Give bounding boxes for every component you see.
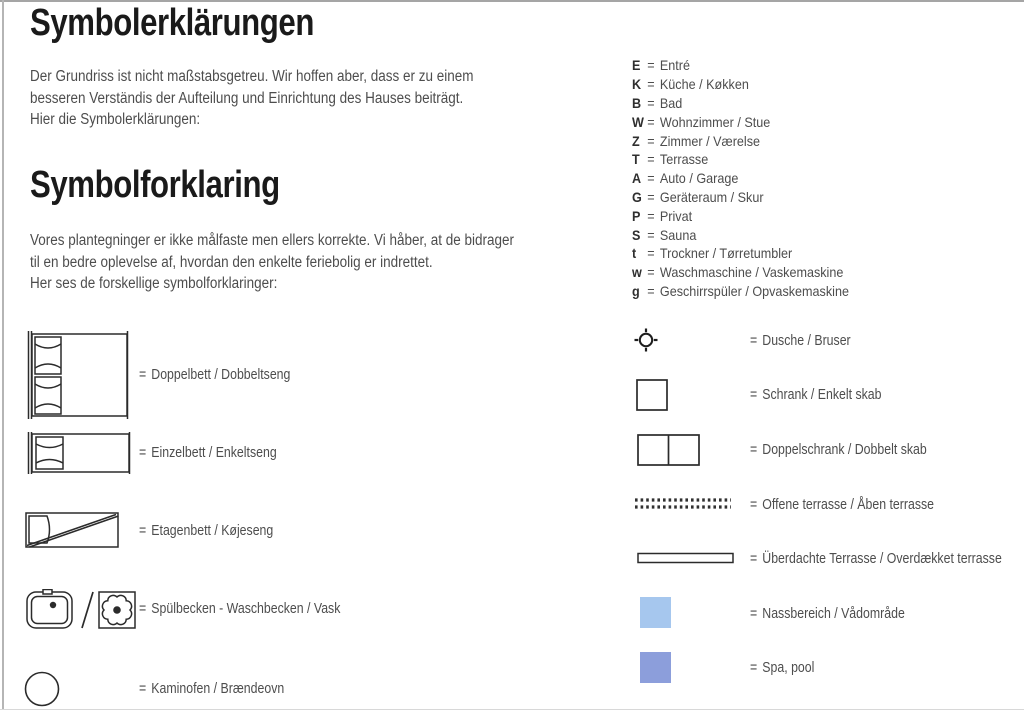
abbreviation-row bbox=[632, 169, 849, 188]
equals-sign: = bbox=[139, 601, 147, 617]
sink-washbasin-glyph bbox=[26, 589, 138, 631]
equals-sign: = bbox=[750, 660, 758, 676]
equals-sign: = bbox=[647, 170, 655, 187]
abbreviation-key: B bbox=[632, 94, 642, 111]
equals-sign: = bbox=[750, 387, 758, 403]
symbol-label bbox=[139, 680, 284, 698]
abbreviation-label: Küche / Køkken bbox=[659, 76, 749, 93]
equals-sign: = bbox=[647, 113, 655, 130]
symbol-label-text: Offene terrasse / Åben terrasse bbox=[762, 497, 935, 513]
abbreviation-label: Bad bbox=[659, 94, 683, 111]
equals-sign: = bbox=[750, 497, 758, 513]
equals-sign: = bbox=[139, 681, 147, 697]
abbreviation-key: K bbox=[632, 76, 642, 93]
equals-sign: = bbox=[139, 367, 147, 383]
abbreviation-key: w bbox=[632, 264, 642, 281]
equals-sign: = bbox=[647, 132, 655, 149]
equals-sign: = bbox=[750, 606, 758, 622]
abbreviation-label: Geschirrspüler / Opvaskemaskine bbox=[659, 282, 849, 299]
abbreviation-row bbox=[632, 206, 849, 225]
covered-terrace-icon bbox=[637, 552, 735, 565]
abbreviation-row bbox=[632, 188, 849, 207]
symbol-label bbox=[750, 332, 851, 350]
paragraph-line: til en bedre oplevelse af, hvordan den enkelte feriebolig er indrettet. bbox=[30, 253, 433, 271]
abbreviation-label: Waschmaschine / Vaskemaskine bbox=[659, 264, 844, 281]
danish-title: Symbolforklaring bbox=[30, 164, 280, 206]
abbreviation-list bbox=[632, 56, 849, 300]
abbreviation-row bbox=[632, 75, 849, 94]
abbreviation-label: Zimmer / Værelse bbox=[659, 132, 761, 149]
paragraph-line: Her ses de forskellige symbolforklaringer: bbox=[30, 275, 278, 292]
symbol-label bbox=[139, 522, 273, 540]
symbol-label-text: Spülbecken - Waschbecken / Vask bbox=[151, 601, 341, 617]
abbreviation-key: S bbox=[632, 226, 641, 243]
abbreviation-label: Entré bbox=[659, 57, 691, 74]
symbol-label bbox=[750, 441, 927, 459]
abbreviation-key: E bbox=[632, 57, 641, 74]
spa-pool-swatch bbox=[640, 652, 671, 683]
double-bed-icon bbox=[26, 331, 130, 419]
paragraph-line: Hier die Symbolerklärungen: bbox=[30, 111, 201, 128]
german-title: Symbolerklärungen bbox=[30, 2, 314, 44]
equals-sign: = bbox=[647, 245, 655, 262]
symbol-label bbox=[139, 600, 340, 618]
abbreviation-row bbox=[632, 112, 849, 131]
equals-sign: = bbox=[647, 264, 655, 281]
abbreviation-label: Wohnzimmer / Stue bbox=[659, 113, 771, 130]
symbol-label-text: Schrank / Enkelt skab bbox=[762, 387, 882, 403]
abbreviation-key: W bbox=[632, 113, 644, 130]
wood-stove-glyph bbox=[24, 671, 60, 707]
symbol-label bbox=[750, 659, 814, 677]
equals-sign: = bbox=[750, 333, 758, 349]
single-bed-icon bbox=[26, 432, 132, 474]
equals-sign: = bbox=[647, 188, 655, 205]
equals-sign: = bbox=[647, 226, 655, 243]
page-edge-bottom bbox=[0, 709, 1024, 710]
abbreviation-key: Z bbox=[632, 132, 640, 149]
abbreviation-row bbox=[632, 94, 849, 113]
double-cabinet-icon bbox=[637, 434, 700, 466]
symbol-label-text: Etagenbett / Køjeseng bbox=[151, 523, 274, 539]
equals-sign: = bbox=[750, 551, 758, 567]
symbol-label bbox=[750, 496, 934, 514]
wood-stove-icon bbox=[24, 671, 60, 707]
symbol-label bbox=[139, 366, 290, 384]
abbreviation-key: P bbox=[632, 207, 641, 224]
covered-terrace-glyph bbox=[637, 552, 735, 565]
open-terrace-glyph bbox=[634, 496, 732, 512]
paragraph-line: Der Grundriss ist nicht maßstabsgetreu. Wir hoffen aber, dass er zu einem bbox=[30, 68, 474, 85]
equals-sign: = bbox=[647, 94, 655, 111]
paragraph-line: besseren Verständis der Aufteilung und Einrichtung des Hauses beiträgt. bbox=[30, 89, 464, 107]
abbreviation-label: Trockner / Tørretumbler bbox=[659, 245, 793, 262]
abbreviation-row bbox=[632, 131, 849, 150]
abbreviation-label: Sauna bbox=[659, 226, 697, 243]
sink-washbasin-icon bbox=[26, 589, 138, 631]
symbol-label bbox=[750, 605, 905, 623]
abbreviation-row bbox=[632, 225, 849, 244]
symbol-label-text: Überdachte Terrasse / Overdækket terrasse bbox=[762, 551, 1002, 567]
abbreviation-key: A bbox=[632, 170, 642, 187]
abbreviation-row bbox=[632, 150, 849, 169]
danish-intro bbox=[30, 230, 514, 295]
equals-sign: = bbox=[647, 207, 655, 224]
single-cabinet-glyph bbox=[636, 379, 668, 411]
symbol-label-text: Dusche / Bruser bbox=[762, 333, 851, 349]
abbreviation-row bbox=[632, 244, 849, 263]
abbreviation-label: Privat bbox=[659, 207, 693, 224]
equals-sign: = bbox=[139, 445, 147, 461]
equals-sign: = bbox=[647, 151, 655, 168]
symbol-label bbox=[750, 550, 1002, 568]
double-cabinet-glyph bbox=[637, 434, 700, 466]
symbol-label bbox=[750, 386, 882, 404]
equals-sign: = bbox=[647, 76, 655, 93]
abbreviation-label: Auto / Garage bbox=[659, 170, 739, 187]
shower-glyph bbox=[634, 328, 658, 352]
equals-sign: = bbox=[647, 282, 655, 299]
abbreviation-label: Terrasse bbox=[659, 151, 709, 168]
bunk-bed-icon bbox=[25, 512, 119, 548]
abbreviation-row bbox=[632, 282, 849, 301]
single-bed-glyph bbox=[26, 432, 132, 474]
symbol-label-text: Spa, pool bbox=[762, 660, 815, 676]
german-intro bbox=[30, 66, 473, 131]
page-edge-left bbox=[2, 0, 4, 710]
paragraph-line: Vores plantegninger er ikke målfaste men ellers korrekte. Vi håber, at de bidrager bbox=[30, 232, 514, 249]
abbreviation-row bbox=[632, 56, 849, 75]
abbreviation-row bbox=[632, 263, 849, 282]
abbreviation-key: G bbox=[632, 188, 642, 205]
equals-sign: = bbox=[139, 523, 147, 539]
abbreviation-key: T bbox=[632, 151, 640, 168]
wet-area-swatch bbox=[640, 597, 671, 628]
double-bed-glyph bbox=[26, 331, 130, 419]
abbreviation-key: t bbox=[632, 245, 637, 262]
symbol-label-text: Doppelbett / Dobbeltseng bbox=[151, 367, 291, 383]
symbol-label-text: Kaminofen / Brændeovn bbox=[151, 681, 285, 697]
symbol-label-text: Einzelbett / Enkeltseng bbox=[151, 445, 277, 461]
bunk-bed-glyph bbox=[25, 512, 119, 548]
open-terrace-icon bbox=[634, 496, 732, 512]
symbol-label-text: Doppelschrank / Dobbelt skab bbox=[762, 442, 927, 458]
single-cabinet-icon bbox=[636, 379, 668, 411]
equals-sign: = bbox=[750, 442, 758, 458]
abbreviation-label: Geräteraum / Skur bbox=[659, 188, 764, 205]
shower-icon bbox=[634, 328, 658, 352]
equals-sign: = bbox=[647, 57, 655, 74]
symbol-label-text: Nassbereich / Vådområde bbox=[762, 606, 905, 622]
abbreviation-key: g bbox=[632, 282, 640, 299]
symbol-label bbox=[139, 444, 277, 462]
